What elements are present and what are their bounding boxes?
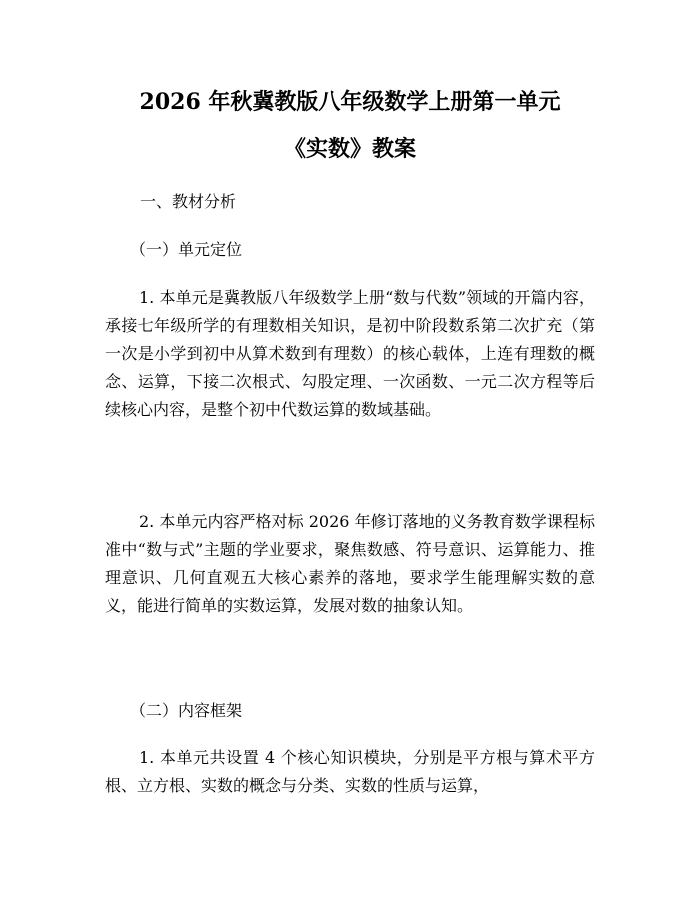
section-heading-textbook-analysis: 一、教材分析 — [140, 192, 237, 211]
paragraph-unit-positioning-2: 2. 本单元内容严格对标 2026 年修订落地的义务教育数学课程标准中“数与式”主题的学业要求，聚焦数感、符号意识、运算能力、推理意识、几何直观五大核心素养的落地，要求学生能理解实数的意义，能进行简单的实数运算，发展对数的抽象认知。 — [105, 512, 595, 615]
document-title-line-2: 《实数》教案 — [283, 136, 416, 162]
subsection-heading-unit-positioning: （一）单元定位 — [130, 240, 243, 259]
paragraph-unit-positioning-1: 1. 本单元是冀教版八年级数学上册“数与代数”领域的开篇内容，承接七年级所学的有理数相关知识，是初中阶段数系第二次扩充（第一次是小学到初中从算术数到有理数）的核心载体，上连有理数的概念、运算，下接二次根式、勾股定理、一次函数、一元二次方程等后续核心内容，是整个初中代数运算的数域基础。 — [105, 288, 595, 419]
paragraph-content-framework-1: 1. 本单元共设置 4 个核心知识模块，分别是平方根与算术平方根、立方根、实数的概念与分类、实数的性质与运算， — [105, 748, 595, 795]
document-title-line-1: 2026 年秋冀教版八年级数学上册第一单元 — [139, 89, 561, 115]
subsection-heading-content-framework: （二）内容框架 — [130, 701, 243, 720]
